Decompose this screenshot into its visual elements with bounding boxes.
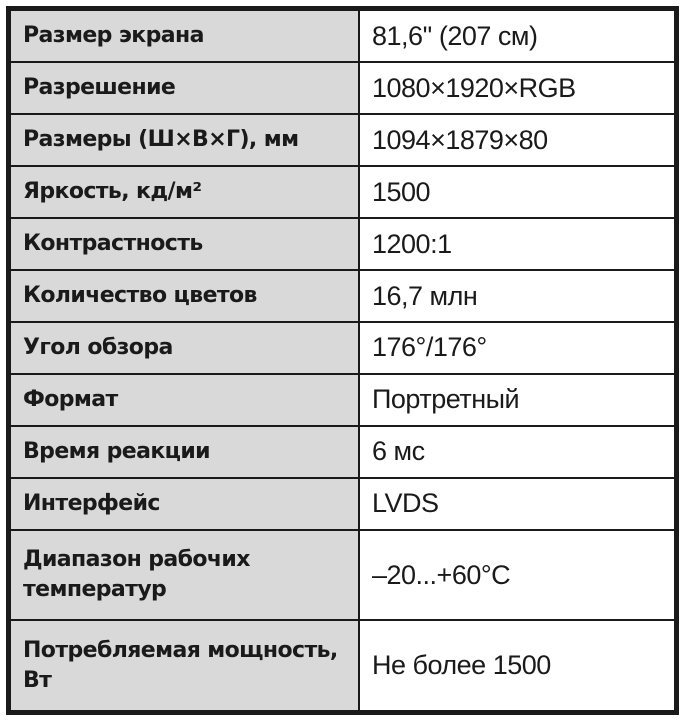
param-value: 81,6'' (207 см): [359, 10, 675, 62]
param-label: Контрастность: [10, 218, 359, 270]
table-row: [10, 322, 675, 374]
param-label: Количество цветов: [10, 270, 359, 322]
table-row: [10, 478, 675, 530]
table-row: [10, 530, 675, 621]
spec-table-frame: [6, 6, 679, 715]
param-value: LVDS: [359, 478, 675, 530]
param-label: Потребляемая мощность, Вт: [10, 620, 359, 711]
param-value: 1094×1879×80: [359, 114, 675, 166]
param-label: Время реакции: [10, 426, 359, 478]
table-row: [10, 114, 675, 166]
param-label: Размер экрана: [10, 10, 359, 62]
param-value: 6 мс: [359, 426, 675, 478]
spec-table: [9, 9, 676, 712]
param-value: Не более 1500: [359, 620, 675, 711]
param-value: 1500: [359, 166, 675, 218]
table-row: [10, 374, 675, 426]
param-label: Угол обзора: [10, 322, 359, 374]
param-label: Диапазон рабочих температур: [10, 530, 359, 621]
param-value: 1080×1920×RGB: [359, 62, 675, 114]
table-row: [10, 620, 675, 711]
param-value: 176°/176°: [359, 322, 675, 374]
table-row: [10, 10, 675, 62]
table-row: [10, 218, 675, 270]
param-value: 16,7 млн: [359, 270, 675, 322]
param-value: Портретный: [359, 374, 675, 426]
param-label: Яркость, кд/м²: [10, 166, 359, 218]
param-label: Интерфейс: [10, 478, 359, 530]
param-value: –20...+60°С: [359, 530, 675, 621]
table-row: [10, 166, 675, 218]
table-row: [10, 426, 675, 478]
param-label: Формат: [10, 374, 359, 426]
param-label: Разрешение: [10, 62, 359, 114]
param-value: 1200:1: [359, 218, 675, 270]
param-label: Размеры (Ш×В×Г), мм: [10, 114, 359, 166]
table-row: [10, 270, 675, 322]
table-row: [10, 62, 675, 114]
